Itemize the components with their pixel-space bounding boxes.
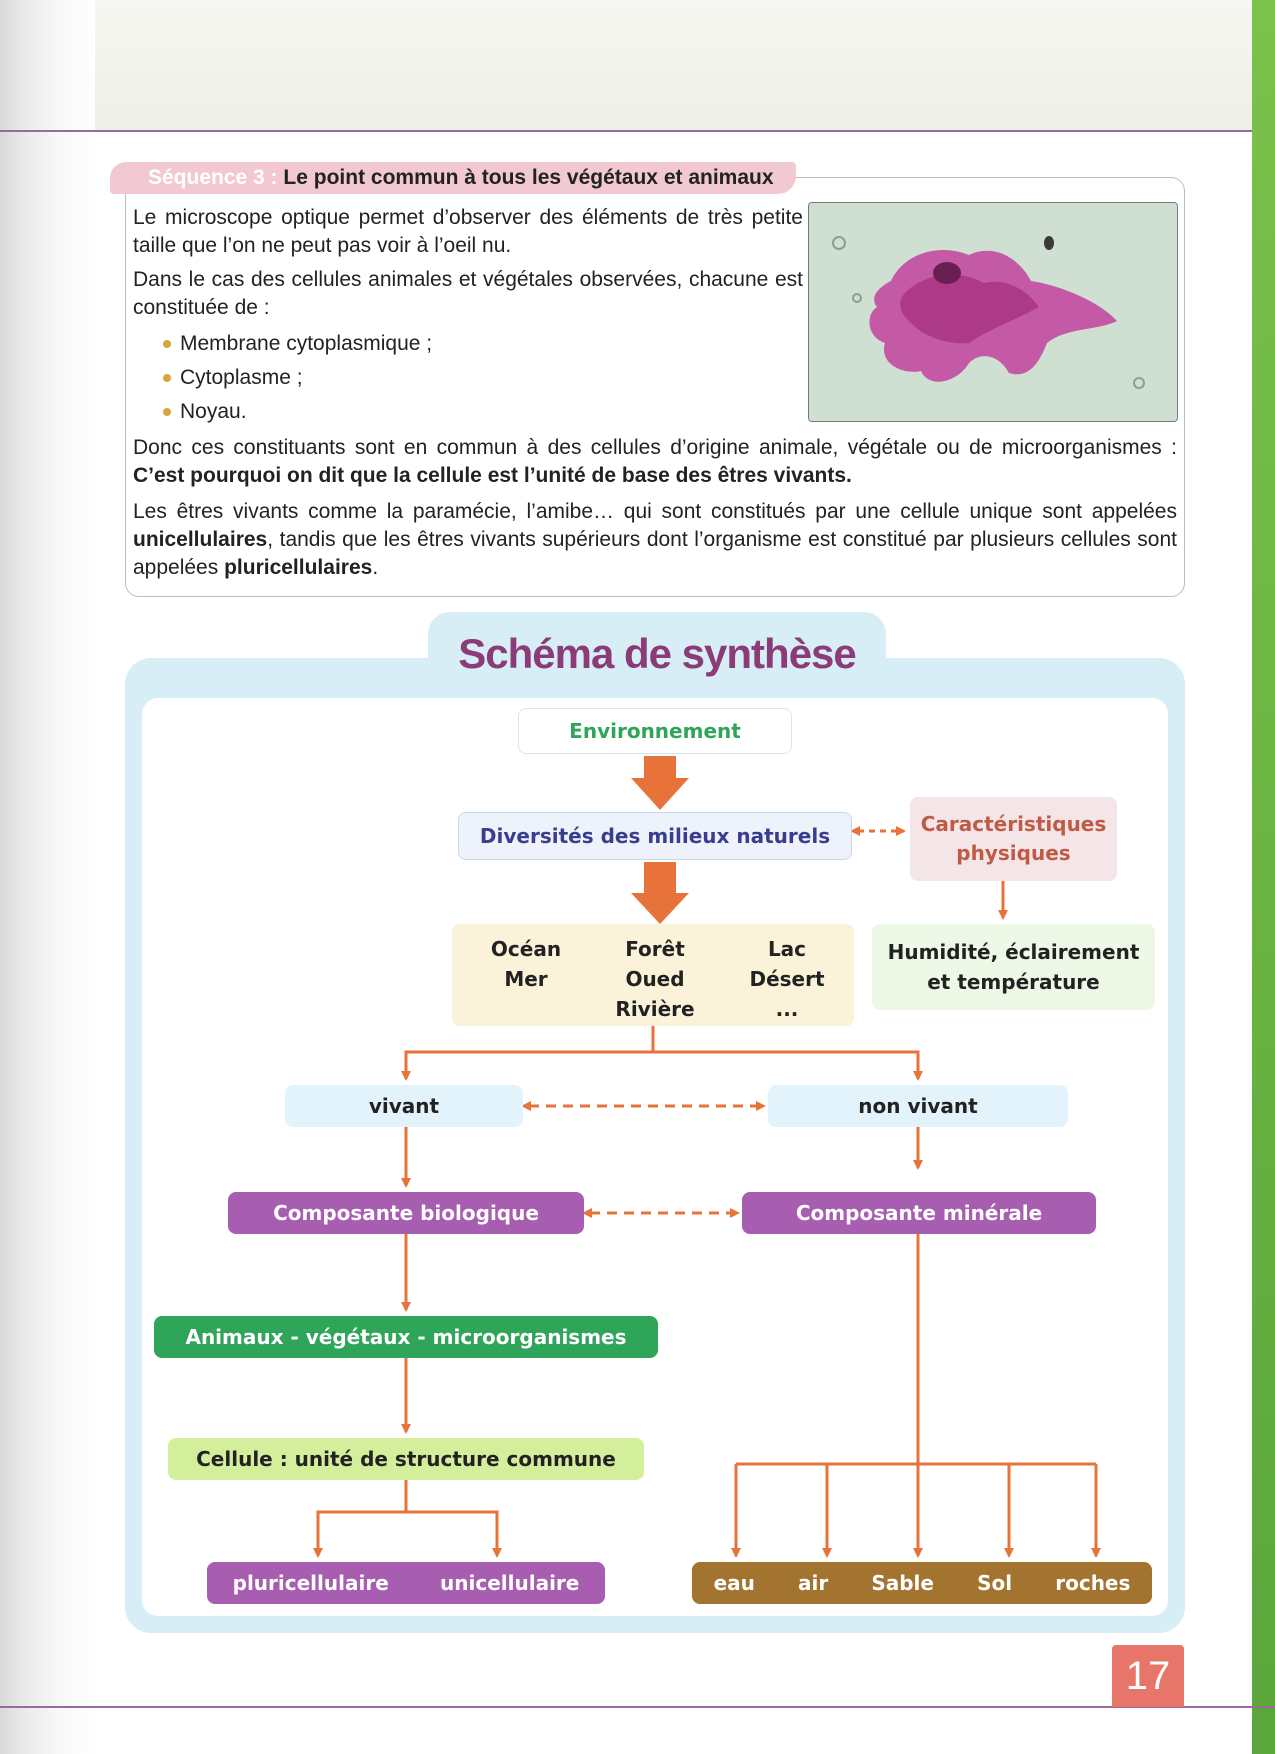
node-physical-characteristics: Caractéristiques physiques bbox=[910, 797, 1117, 881]
mineral-item: air bbox=[798, 1571, 829, 1595]
node-cell-types bbox=[207, 1562, 605, 1604]
cell-type-unicellular: unicellulaire bbox=[440, 1571, 580, 1595]
places-column: Lac Désert ... bbox=[749, 937, 825, 1021]
node-humidity: Humidité, éclairement et température bbox=[872, 924, 1155, 1010]
node-environment: Environnement bbox=[518, 708, 792, 754]
arrow-to-living bbox=[406, 1026, 653, 1079]
paragraph-conclusion: Donc ces constituants sont en commun à des cellules d’origine animale, végétale ou de microorganismes : C’est pourquoi on dit que la cellule est l’unité de base des êtres vivants. bbox=[133, 436, 1177, 487]
node-biological-component: Composante biologique bbox=[228, 1192, 584, 1234]
places-column: Forêt Oued Rivière bbox=[615, 937, 695, 1021]
mineral-item: roches bbox=[1055, 1571, 1131, 1595]
mineral-item: Sol bbox=[977, 1571, 1013, 1595]
node-minerals bbox=[692, 1562, 1152, 1604]
arrow-to-non-living bbox=[653, 1052, 918, 1079]
node-cell: Cellule : unité de structure commune bbox=[168, 1438, 644, 1480]
places-column: Océan Mer bbox=[490, 937, 562, 991]
page-number: 17 bbox=[1112, 1645, 1184, 1707]
cell-type-pluricellular: pluricellulaire bbox=[232, 1571, 389, 1595]
bullet-item: Membrane cytoplasmique ; bbox=[163, 330, 432, 358]
sequence-title: Le point commun à tous les végétaux et animaux bbox=[283, 166, 774, 189]
node-mineral-component: Composante minérale bbox=[742, 1192, 1096, 1234]
paragraph-cells: Dans le cas des cellules animales et végétales observées, chacune est constituée de : bbox=[133, 268, 803, 319]
node-living: vivant bbox=[285, 1085, 523, 1127]
sequence-label: Séquence 3 : bbox=[148, 166, 278, 189]
paragraph-unicellular: Les êtres vivants comme la paramécie, l’amibe… qui sont constitués par une cellule unique sont appelées unicellulaires, tandis que les êtres vivants supérieurs dont l’organisme est constitué par plusieurs cellules sont appelées pluricellulaires. bbox=[133, 500, 1177, 579]
node-diversity: Diversités des milieux naturels bbox=[458, 812, 852, 860]
mineral-item: eau bbox=[713, 1571, 755, 1595]
mineral-item: Sable bbox=[871, 1571, 934, 1595]
paragraph-microscope: Le microscope optique permet d’observer des éléments de très petite taille que l’on ne peut pas voir à l’oeil nu. bbox=[133, 206, 803, 257]
big-arrow-diversity bbox=[631, 862, 689, 924]
bullet-item: Noyau. bbox=[163, 398, 247, 426]
synthesis-title: Schéma de synthèse bbox=[458, 630, 856, 677]
big-arrow-environment bbox=[631, 756, 689, 810]
bullet-item: Cytoplasme ; bbox=[163, 364, 303, 392]
node-non-living: non vivant bbox=[768, 1085, 1068, 1127]
node-organisms: Animaux - végétaux - microorganismes bbox=[154, 1316, 658, 1358]
arrow-to-pluricellular bbox=[318, 1480, 406, 1556]
arrow-to-unicellular bbox=[406, 1512, 497, 1556]
